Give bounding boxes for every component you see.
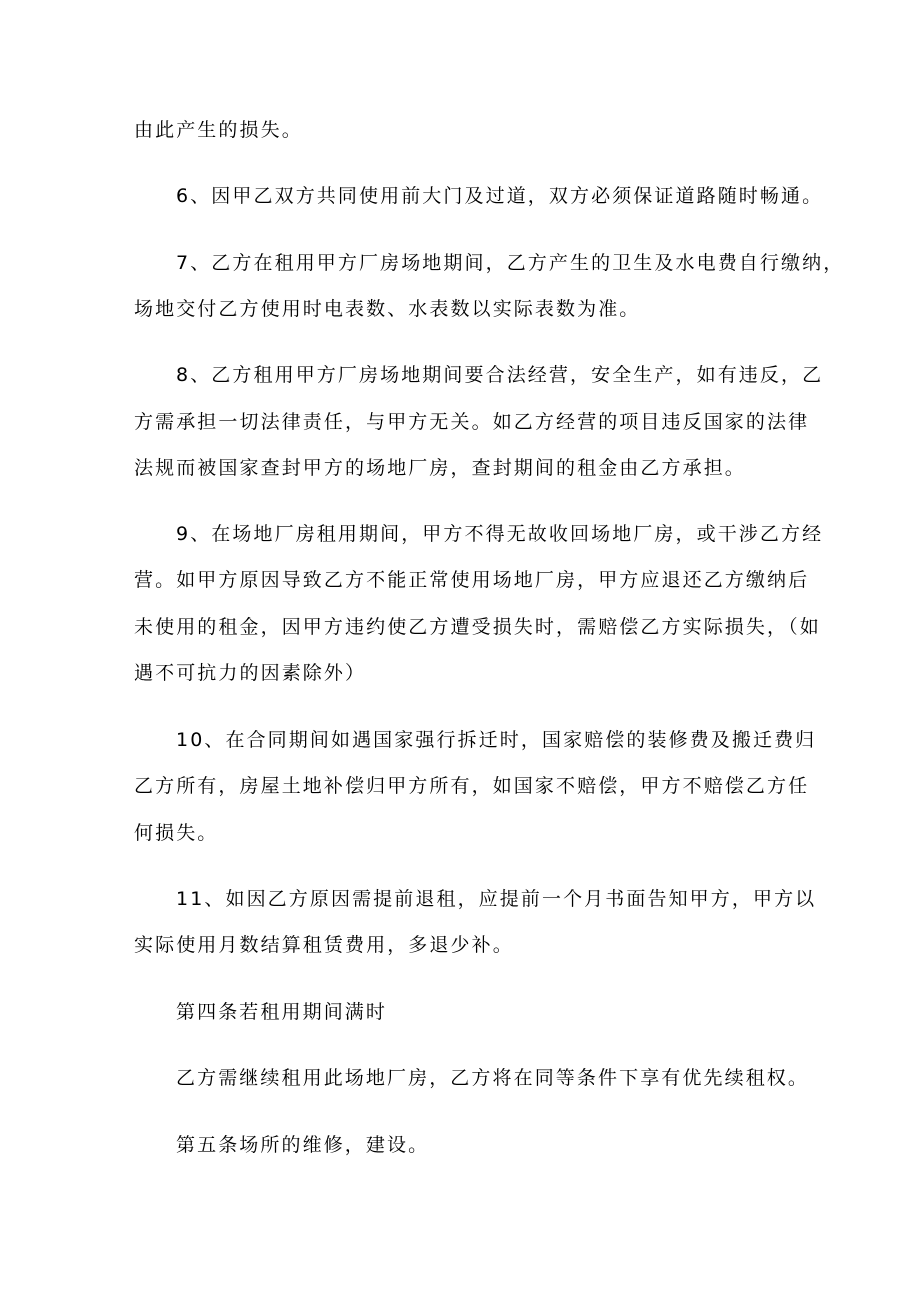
clause-10-line-3: 何损失。: [134, 822, 219, 844]
clause-9-line-3: 未使用的租金，因甲方违约使乙方遭受损失时，需赔偿乙方实际损失，（如: [134, 616, 821, 638]
clause-7-line-2: 场地交付乙方使用时电表数、水表数以实际表数为准。: [134, 298, 641, 320]
clause-9-line-4: 遇不可抗力的因素除外）: [134, 662, 367, 684]
clause-6-line-1: 6、因甲乙双方共同使用前大门及过道，双方必须保证道路随时畅通。: [176, 185, 824, 207]
clause-7-line-1: 7、乙方在租用甲方厂房场地期间，乙方产生的卫生及水电费自行缴纳，: [176, 252, 845, 274]
clause-9-line-2: 营。如甲方原因导致乙方不能正常使用场地厂房，甲方应退还乙方缴纳后: [134, 569, 810, 591]
clause-8-line-3: 法规而被国家查封甲方的场地厂房，查封期间的租金由乙方承担。: [134, 457, 746, 479]
clause-5-continuation: 由此产生的损失。: [134, 119, 303, 141]
clause-8-line-2: 方需承担一切法律责任，与甲方无关。如乙方经营的项目违反国家的法律: [134, 411, 810, 433]
clause-9-line-1: 9、在场地厂房租用期间，甲方不得无故收回场地厂房，或干涉乙方经: [176, 523, 824, 545]
clause-10-line-2: 乙方所有，房屋土地补偿归甲方所有，如国家不赔偿，甲方不赔偿乙方任: [134, 775, 810, 797]
clause-11-line-1: 11、如因乙方原因需提前退租，应提前一个月书面告知甲方，甲方以: [176, 888, 817, 910]
clause-11-line-2: 实际使用月数结算租赁费用，多退少补。: [134, 934, 514, 956]
clause-8-line-1: 8、乙方租用甲方厂房场地期间要合法经营，安全生产，如有违反，乙: [176, 364, 824, 386]
article-4-body: 乙方需继续租用此场地厂房，乙方将在同等条件下享有优先续租权。: [176, 1067, 810, 1089]
article-4-heading: 第四条若租用期间满时: [176, 1001, 388, 1023]
article-5-heading: 第五条场所的维修，建设。: [176, 1134, 430, 1156]
clause-10-line-1: 10、在合同期间如遇国家强行拆迁时，国家赔偿的装修费及搬迁费归: [176, 729, 817, 751]
